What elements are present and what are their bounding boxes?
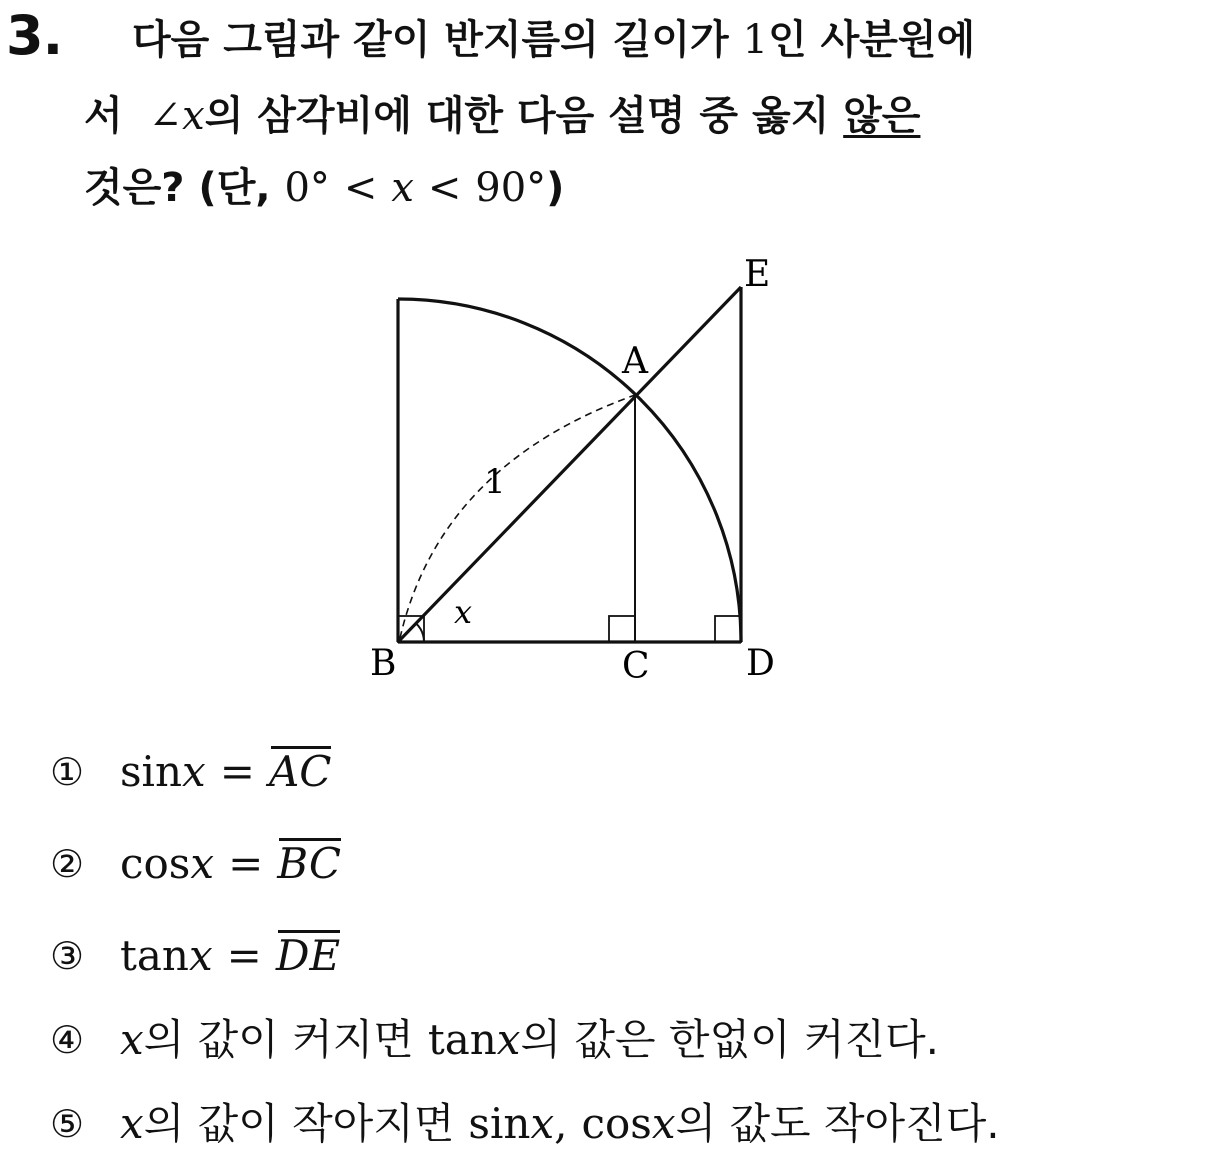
variable: x: [120, 1015, 144, 1064]
angle-label: x: [454, 593, 473, 631]
option-2[interactable]: [50, 834, 341, 894]
option-text: 의 값은 한없이 커진다.: [520, 1015, 940, 1064]
variable: x: [182, 747, 206, 796]
segment-overline: BC: [277, 834, 341, 894]
segment-overline: DE: [276, 926, 340, 986]
angle-variable: x: [182, 93, 205, 139]
right-angle-c: [609, 616, 635, 642]
question-text: 의 삼각비에 대한 다음 설명 중 옳지: [204, 93, 830, 139]
underlined-keyword: 않은: [843, 93, 921, 139]
question-line-1: [132, 12, 975, 68]
option-mark: ②: [50, 842, 85, 886]
comma: ,: [554, 1099, 568, 1148]
less-than: <: [427, 165, 462, 211]
question-text: 것은? (단,: [84, 165, 271, 211]
variable: x: [496, 1015, 521, 1064]
label-d: D: [746, 643, 775, 684]
equals-sign: =: [219, 747, 255, 796]
option-mark: ③: [50, 934, 85, 978]
option-mark: ①: [50, 750, 85, 794]
option-mark: ④: [50, 1018, 85, 1062]
option-3[interactable]: [50, 926, 340, 986]
option-text: 의 값도 작아진다.: [675, 1099, 1000, 1148]
label-b: B: [370, 643, 397, 684]
condition-variable: x: [391, 165, 414, 211]
quarter-circle-figure: [350, 240, 810, 700]
trig-function: sin: [120, 747, 183, 796]
variable: x: [120, 1099, 144, 1148]
equals-sign: =: [226, 931, 262, 980]
question-number: 3.: [6, 4, 63, 67]
condition-lower: 0°: [284, 165, 330, 211]
question-text: ): [546, 165, 565, 211]
less-than: <: [343, 165, 378, 211]
option-text: 의 값이 커지면: [143, 1015, 414, 1064]
condition-upper: 90°: [475, 165, 547, 211]
question-line-3: [84, 160, 564, 216]
angle-x-arc: [416, 623, 424, 642]
segment-be: [398, 287, 741, 642]
question-text: 서: [84, 93, 123, 139]
option-mark: ⑤: [50, 1102, 85, 1146]
trig-function: cos: [581, 1099, 652, 1148]
question-text: 인 사분원에: [768, 17, 976, 63]
variable: x: [530, 1099, 555, 1148]
question-line-2: [84, 88, 920, 144]
radius-label: 1: [484, 462, 506, 502]
segment-overline: AC: [269, 742, 331, 802]
equals-sign: =: [228, 839, 264, 888]
trig-function: cos: [120, 839, 191, 888]
variable: x: [188, 931, 213, 980]
radius-value: 1: [742, 17, 769, 63]
question-text: 다음 그림과 같이 반지름의 길이가: [132, 17, 729, 63]
right-angle-d: [715, 616, 741, 642]
option-5[interactable]: [50, 1094, 1000, 1154]
label-e: E: [744, 254, 771, 295]
option-4[interactable]: [50, 1010, 939, 1070]
variable: x: [190, 839, 215, 888]
trig-function: tan: [120, 931, 189, 980]
variable: x: [651, 1099, 676, 1148]
angle-symbol: ∠: [148, 93, 183, 139]
option-1[interactable]: [50, 742, 331, 802]
label-c: C: [622, 646, 650, 687]
trig-function: sin: [468, 1099, 531, 1148]
option-text: 의 값이 작아지면: [143, 1099, 455, 1148]
trig-function: tan: [427, 1015, 497, 1064]
label-a: A: [622, 341, 648, 382]
